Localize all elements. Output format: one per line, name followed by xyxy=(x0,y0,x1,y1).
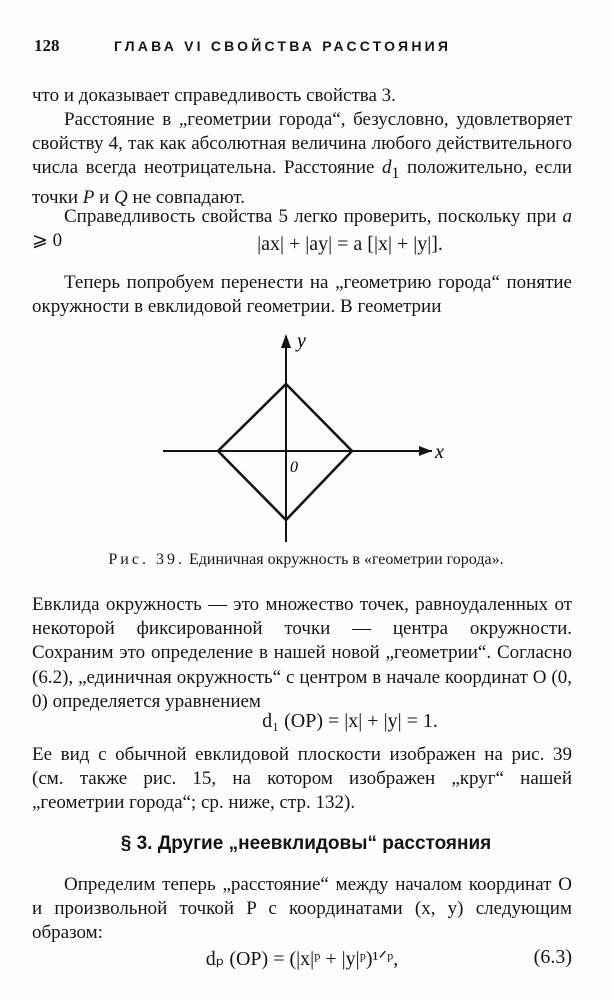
figure-caption xyxy=(0,551,612,569)
equation-3 xyxy=(32,946,572,971)
paragraph-2 xyxy=(32,108,572,211)
paragraph-2-end: не совпадают. xyxy=(127,187,246,209)
var-a: a xyxy=(562,206,572,227)
figure-caption-text: Единичная окружность в «геометрии города». xyxy=(188,551,504,568)
paragraph-4: Теперь попробуем перенести на „геометрию города“ понятие окружности в евклидовой геометрии. В геометрии xyxy=(32,272,572,318)
paragraph-7: Определим теперь „расстояние“ между началом координат O и произвольной точкой P с координатами (x, y) следующим образом: xyxy=(32,874,572,944)
page-header xyxy=(34,36,578,60)
running-title: ГЛАВА VI СВОЙСТВА РАССТОЯНИЯ xyxy=(114,38,452,54)
var-P: P xyxy=(82,187,95,209)
paragraph-2-mid: положительно, если точки xyxy=(32,157,573,209)
x-axis-arrow xyxy=(419,446,432,456)
y-axis-label: y xyxy=(297,330,306,352)
origin-label: 0 xyxy=(290,459,298,476)
paragraph-5: Евклида окружность — это множество точек, равноудаленных от некоторой фиксированной точки — центра окружности. Сохраним это определение в нашей новой „геометрии“. Согласно (6.2), „единичная окружность“ с центром в начале координат O (0, 0) определяется уравнением xyxy=(32,594,572,712)
var-d: d xyxy=(382,157,392,179)
x-axis-label: x xyxy=(435,441,444,463)
figure-caption-label: Рис. 39. xyxy=(108,551,185,568)
equation-1: |ax| + |ay| = a [|x| + |y|]. xyxy=(257,233,443,255)
paragraph-3-text: Справедливость свойства 5 легко проверить, поскольку при xyxy=(64,206,563,227)
page-number: 128 xyxy=(34,36,60,55)
equation-3-formula: dₚ (OP) = (|x|ᵖ + |y|ᵖ)¹ᐟᵖ, xyxy=(205,948,399,970)
equation-3-number: (6.3) xyxy=(533,946,572,968)
paragraph-3-cond: ⩾ 0 xyxy=(32,230,63,252)
paragraph-1: что и доказывает справедливость свойства 3. xyxy=(32,85,396,106)
unit-circle-figure xyxy=(0,330,612,545)
equation-2: d₁ (OP) = |x| + |y| = 1. xyxy=(262,710,438,732)
y-axis-arrow xyxy=(281,334,291,348)
var-Q: Q xyxy=(114,187,128,209)
section-heading: § 3. Другие „неевклидовы“ расстояния xyxy=(120,833,492,854)
paragraph-2-and: и xyxy=(94,187,115,209)
paragraph-6: Ее вид с обычной евклидовой плоскости изображен на рис. 39 (см. также рис. 15, на котором изображен „круг“ нашей „геометрии города“; ср. ниже, стр. 132). xyxy=(32,744,572,814)
paragraph-2-text: Расстояние в „геометрии города“, безусловно, удовлетворяет свойству 4, так как абсолютная величина любого действительного числа всегда неотрицательна. Расстояние xyxy=(32,109,572,179)
var-d-subscript: 1 xyxy=(391,165,400,183)
